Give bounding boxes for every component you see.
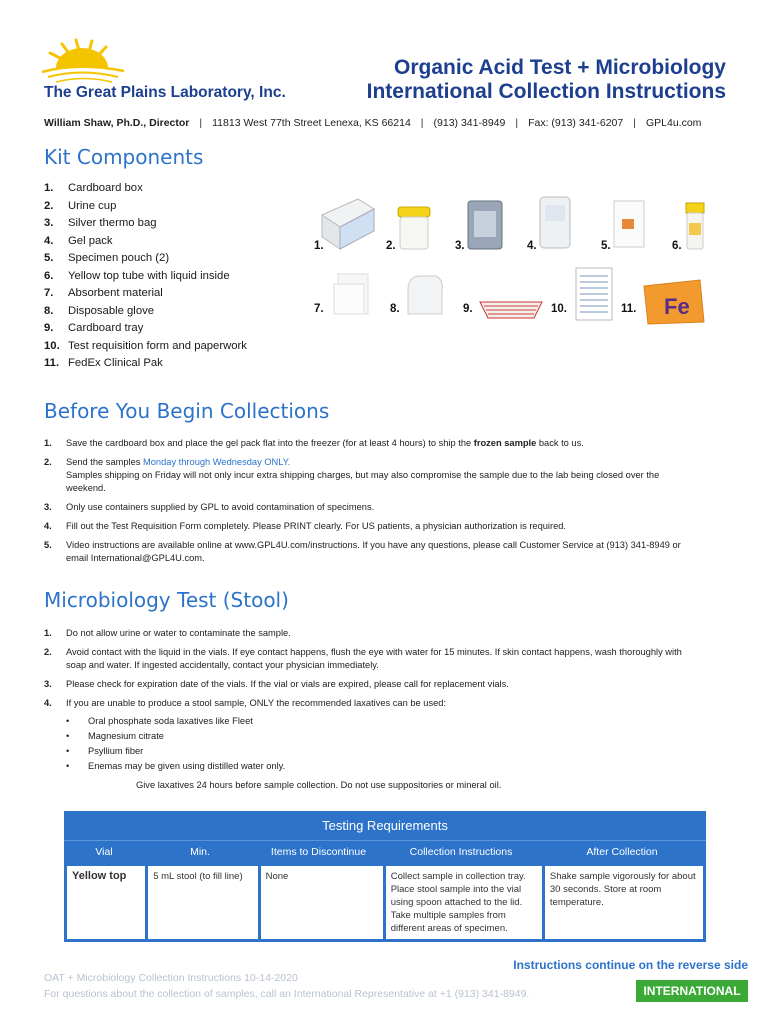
svg-text:Fe: Fe bbox=[664, 294, 690, 319]
micro-step: 4. If you are unable to produce a stool sample, ONLY the recommended laxatives can be used: bbox=[44, 698, 447, 708]
photo-label: 6. bbox=[672, 240, 682, 252]
kit-item bbox=[44, 285, 247, 303]
kit-item-number: 8. bbox=[44, 304, 54, 317]
title-line-1: Organic Acid Test + Microbiology bbox=[394, 56, 726, 79]
kit-item-label: Urine cup bbox=[68, 199, 117, 212]
kit-item-number: 7. bbox=[44, 287, 54, 299]
micro-step: 2. Avoid contact with the liquid in the vials. If eye contact happens, flush the eye with water for 15 minutes. If skin contact happens, wash thoroughly with soap and water. If ingested accidentally, contact your physician immediately. bbox=[44, 647, 682, 670]
specimen-pouch-image bbox=[612, 199, 646, 254]
kit-item-number: 4. bbox=[44, 234, 54, 247]
yellow-top-tube-image bbox=[684, 201, 706, 256]
gpl-sun-logo bbox=[38, 38, 128, 89]
kit-item bbox=[44, 338, 247, 356]
before-heading: Before You Begin Collections bbox=[44, 399, 330, 423]
kit-item-number: 11. bbox=[44, 357, 60, 369]
kit-components-heading: Kit Components bbox=[44, 145, 204, 169]
kit-item-label: Test requisition form and paperwork bbox=[68, 339, 247, 352]
gel-pack-image bbox=[538, 195, 572, 255]
table-title: Testing Requirements bbox=[64, 811, 706, 840]
kit-item bbox=[44, 215, 247, 233]
kit-item-number: 3. bbox=[44, 217, 54, 229]
kit-item-number: 9. bbox=[44, 322, 54, 334]
disposable-glove-image bbox=[402, 270, 448, 323]
before-step: 4. Fill out the Test Requisition Form completely. Please PRINT clearly. For US patients, a physician authorization is required. bbox=[44, 521, 567, 531]
kit-item bbox=[44, 233, 247, 251]
website-link[interactable]: GPL4u.com bbox=[645, 117, 702, 129]
contact-bar: William Shaw, Ph.D., Director | 11813 West 77th Street Lenexa, KS 66214 | (913) 341-8949 | Fax: (913) 341-6207 | GPL4u.com bbox=[44, 117, 702, 129]
table-cell: None bbox=[261, 866, 383, 939]
kit-item-label: Specimen pouch (2) bbox=[68, 252, 170, 264]
laxative-item: • Psyllium fiber bbox=[66, 744, 285, 759]
urine-cup-image bbox=[396, 205, 432, 256]
photo-label: 3. bbox=[455, 240, 465, 252]
laxative-item: • Magnesium citrate bbox=[66, 729, 285, 744]
micro-step: 1. Do not allow urine or water to contaminate the sample. bbox=[44, 628, 291, 638]
photo-label: 2. bbox=[386, 240, 396, 252]
table-header: Collection Instructions bbox=[409, 846, 513, 858]
table-header: Vial bbox=[95, 846, 113, 858]
photo-label: 7. bbox=[314, 303, 324, 315]
kit-item bbox=[44, 320, 247, 338]
photo-label: 5. bbox=[601, 240, 611, 252]
kit-item-label: Absorbent material bbox=[68, 287, 163, 299]
org-name: The Great Plains Laboratory, Inc. bbox=[44, 84, 286, 101]
before-step: 5. Video instructions are available online at www.GPL4U.com/instructions. If you have any questions, please call Customer Service at (913) 341-8949 or email International@GPL4U.com. bbox=[44, 540, 681, 563]
footer-contact: For questions about the collection of samples, call an International Representative at +1 (913) 341-8949. bbox=[44, 988, 530, 1000]
kit-item bbox=[44, 250, 247, 268]
kit-item-label: Gel pack bbox=[68, 234, 113, 247]
photo-label: 1. bbox=[314, 240, 324, 252]
kit-item-label: Yellow top tube with liquid inside bbox=[68, 269, 230, 282]
kit-item-number: 5. bbox=[44, 252, 54, 264]
laxative-item: • Enemas may be given using distilled water only. bbox=[66, 759, 285, 774]
kit-item bbox=[44, 268, 247, 286]
photo-label: 11. bbox=[621, 303, 637, 315]
title-line-2: International Collection Instructions bbox=[366, 80, 726, 103]
laxative-list bbox=[66, 714, 285, 774]
micro-steps bbox=[44, 627, 684, 716]
photo-label: 10. bbox=[551, 303, 567, 315]
laxative-note: Give laxatives 24 hours before sample collection. Do not use suppositories or mineral oil. bbox=[136, 780, 502, 790]
table-header-row bbox=[64, 840, 706, 863]
photo-label: 4. bbox=[527, 240, 537, 252]
kit-item-label: FedEx Clinical Pak bbox=[68, 357, 163, 369]
document-title bbox=[367, 56, 726, 104]
phone: (913) 341-8949 bbox=[433, 117, 506, 129]
kit-item-label: Silver thermo bag bbox=[68, 217, 157, 229]
table-cell: Collect sample in collection tray. Place stool sample into the vial using spoon attached to the lid. Take multiple samples from different areas of specimen. bbox=[386, 866, 542, 939]
thermo-bag-image bbox=[466, 199, 504, 256]
photo-label: 9. bbox=[463, 303, 473, 315]
absorbent-material-image bbox=[332, 270, 372, 323]
international-badge: INTERNATIONAL bbox=[636, 980, 748, 1002]
table-cell: 5 mL stool (to fill line) bbox=[148, 866, 257, 939]
before-step: 3. Only use containers supplied by GPL to avoid contamination of specimens. bbox=[44, 502, 375, 512]
table-header: After Collection bbox=[586, 846, 658, 858]
cardboard-box-image bbox=[318, 195, 376, 255]
fedex-pak-image bbox=[642, 278, 706, 331]
before-steps bbox=[44, 437, 684, 571]
kit-item-number: 2. bbox=[44, 199, 54, 212]
kit-item-number: 10. bbox=[44, 339, 60, 352]
before-step: 1. Save the cardboard box and place the gel pack flat into the freezer (for at least 4 hours) to ship the frozen sample back to us. bbox=[44, 438, 584, 448]
footer-doc-ref: OAT + Microbiology Collection Instructions 10-14-2020 bbox=[44, 972, 298, 984]
photo-label: 8. bbox=[390, 303, 400, 315]
table-cell: Yellow top bbox=[67, 866, 145, 939]
before-step: 2. Send the samples Monday through Wednesday ONLY. Samples shipping on Friday will not only incur extra shipping charges, but may also compromise the sample due to the lab being closed over the weekend. bbox=[44, 457, 660, 493]
cardboard-tray-image bbox=[478, 298, 544, 327]
kit-item-number: 6. bbox=[44, 269, 54, 282]
requisition-form-image bbox=[574, 266, 614, 327]
table-header: Min. bbox=[190, 846, 210, 858]
kit-list bbox=[44, 180, 247, 373]
table-row bbox=[64, 863, 706, 942]
director: William Shaw, Ph.D., Director bbox=[44, 117, 190, 129]
kit-item-label: Cardboard box bbox=[68, 182, 143, 194]
micro-step: 3. Please check for expiration date of the vials. If the vial or vials are expired, please call for replacement vials. bbox=[44, 679, 509, 689]
continue-note: Instructions continue on the reverse side bbox=[513, 958, 748, 972]
table-cell: Shake sample vigorously for about 30 seconds. Store at room temperature. bbox=[545, 866, 703, 939]
kit-item bbox=[44, 355, 247, 373]
microbiology-heading: Microbiology Test (Stool) bbox=[44, 588, 289, 612]
kit-item-number: 1. bbox=[44, 182, 54, 194]
testing-requirements-table bbox=[64, 811, 706, 942]
kit-item-label: Disposable glove bbox=[68, 304, 155, 317]
kit-item-label: Cardboard tray bbox=[68, 322, 144, 334]
kit-item bbox=[44, 198, 247, 216]
fax: Fax: (913) 341-6207 bbox=[528, 117, 624, 129]
kit-item bbox=[44, 180, 247, 198]
kit-item bbox=[44, 303, 247, 321]
address: 11813 West 77th Street Lenexa, KS 66214 bbox=[212, 117, 411, 129]
table-header: Items to Discontinue bbox=[270, 846, 367, 858]
laxative-item: • Oral phosphate soda laxatives like Fleet bbox=[66, 714, 285, 729]
